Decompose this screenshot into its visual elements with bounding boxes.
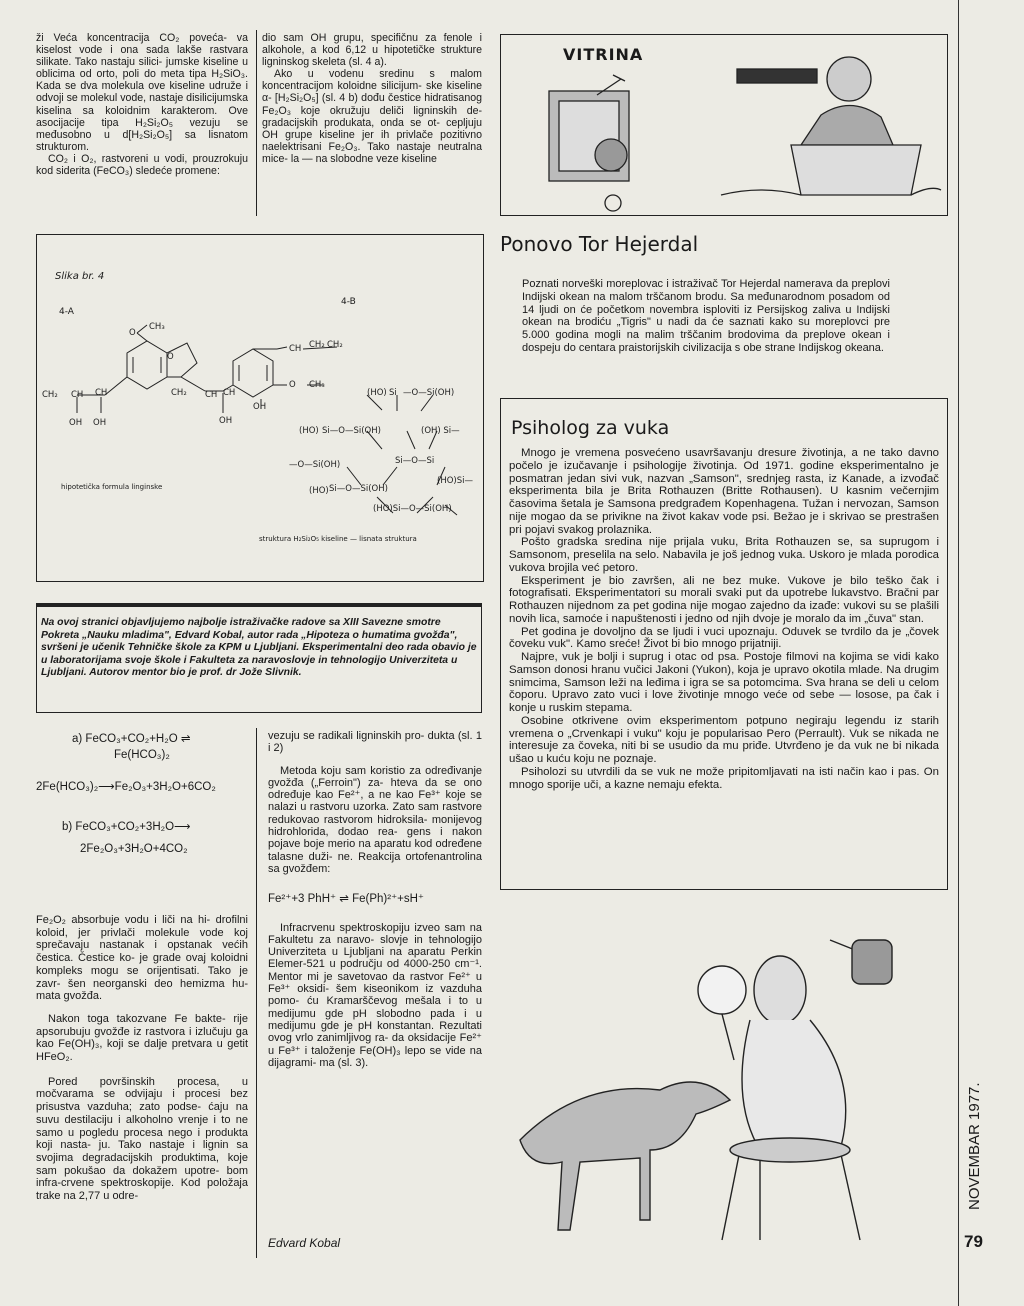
svg-text:(HO): (HO): [367, 388, 387, 398]
svg-text:OH: OH: [93, 418, 107, 428]
article-paragraph: Osobine otkrivene ovim eksperimentom potpuno negiraju legendu iz starih vremena o „Crvenkapi i vuku" koju je popularisao Pero (Perrault). Vuk se nikada ne interesuje za čoveka, niti bi se usudio da mu priđe. Utvrđeno je da vuk ne bi nikada ušao u kuću koju ne poznaje.: [509, 714, 939, 765]
svg-text:CH: CH: [205, 390, 218, 400]
vitrina-title: VITRINA: [563, 45, 644, 64]
article-paragraph: Nakon toga takozvane Fe bakte- rije apsorubuju gvožđe iz rastvora i izlučuju ga kao Fe(OH)₃, koji se dalje pretvara u getit HFeO₂.: [36, 1012, 248, 1064]
vitrina-illustration: [501, 35, 947, 215]
psiholog-title: Psiholog za vuka: [511, 417, 670, 439]
svg-text:(HO): (HO): [299, 426, 319, 436]
svg-text:CH: CH: [95, 388, 108, 398]
article-paragraph: Eksperiment je bio završen, ali ne bez muke. Vukove je bilo teško čak i fotografisati. Eksperimentatori su morali svaki put da upotrebe lukavstvo. Bračni par Rothauzen nijednom za pet godina nije mogao zajedno da izađe: vukovi su se plašili novih lica, samoće i napuštenosti i jedno od njih dvoje je moralo da im „čuva" stan.: [509, 574, 939, 625]
article-paragraph: Pored površinskih procesa, u močvarama se odvijaju i procesi bez prisustva vazduha; zato podse- ćaju na suvu destilaciju i alkoholno vrenje i to ne samo u pogledu procesa nego i produkta koji nasta- ju. Tako nastaje i lignin sa svojima degradacijskih produktima, koje sam pokušao da dokažem upotre- bom infra-crvene spektroskopije. Kod položaja trake na 2,77 u odre-: [36, 1075, 248, 1203]
equation-a3: 2Fe(HCO₃)₂⟶Fe₂O₃+3H₂O+6CO₂: [36, 781, 216, 793]
article-paragraph: vezuju se radikali ligninskih pro- dukta (sl. 1 i 2): [268, 730, 482, 755]
vitrina-box: [500, 34, 948, 216]
psiholog-text: [509, 447, 939, 791]
author-signature: Edvard Kobal: [268, 1236, 341, 1250]
article-paragraph: Mnogo je vremena posvećeno usavršavanju dresure životinja, a ne tako davno počelo je izučavanje i psihologije životinja. Od 1971. godine eksperimentalno je posmatran jedan sivi vuk, nazvan „Samson", srednjeg rasta, iz Kanade, a izvođač eksperimenta bila je Brita Rothauzen (Britte Rothausen). U kasnim večernjim časovima šetala je Samsona predgrađem Kopenhagena. Tužan i nervozan, Samson nije mogao da se privikne na život kakav vode psi. Bežao je i skrivao se prestrašen pri pojavi svakog prolaznika.: [509, 447, 939, 536]
article-paragraph: CO₂ i O₂, rastvoreni u vodi, prouzrokuju kod siderita (FeCO₃) sledeće promene:: [36, 152, 248, 178]
svg-text:—O—Si(OH): —O—Si(OH): [289, 460, 341, 470]
page-number: 79: [964, 1232, 983, 1251]
svg-text:CH₃: CH₃: [309, 380, 325, 390]
svg-text:Si—O—Si: Si—O—Si: [395, 456, 435, 466]
article-paragraph: Poznati norveški moreplovac i istraživač Tor Hejerdal namerava da preplovi Indijski okean na malom trščanom brodu. Sa međunarodnom posadom od 14 ljudi on će početkom novembra isploviti iz Persijskog zaliva u Indijski okean na brodiću „Tigris" u nadi da će saznati kako su moreplovci pre 5.000 godina mogli na malim trščanim brodovima da preplove okean i dospeju do centara praistorijskih civilizacija s obe strane Indijskog okeana.: [522, 278, 890, 354]
article-paragraph: Najpre, vuk je bolji i suprug i otac od psa. Postoje filmovi na kojima se vidi kako Samson donosi hranu vučici Jakoni (Yukon), koja je upravo okotila mlade. Na drugim snimcima, Samson leži na leđima i igra se sa potomcima. Sva hrana se deli u celom čoporu. Upravo zato vuci i love životinje mnogo veće od sebe — losose, pa čak i konje u ruskim stepama.: [509, 651, 939, 714]
svg-text:Si—O—Si(OH): Si—O—Si(OH): [329, 484, 388, 494]
chemical-structure-drawing: [37, 235, 483, 581]
svg-text:Si—O—Si(OH): Si—O—Si(OH): [322, 426, 381, 436]
article-paragraph: ži Veća koncentracija CO₂ poveća- va kiselost vode i ona sada lakše rastvara silikate. Tako nastaju silici- jumske kiseline u oblicima od orto, poli do meta tipa H₂SiO₃. Kada se dva molekula ove kiseline udruže i odvoji se molekul vode, nastaje disilicijumska kiselina sa koloidnim karakterom. Ove asocijacije tipa H₂Si₂O₅ vezuju se međusobno u d[H₂Si₂O₅] sa lisnatom strukturom.: [36, 32, 248, 153]
heyerdahl-title: Ponovo Tor Hejerdal: [500, 232, 699, 256]
article-paragraph: Metoda koju sam koristio za određivanje gvožđa („Ferroin") za- hteva da se ono određuje kao Fe²⁺, a ne kao Fe³⁺ koje se nalazi u rastvoru uzorka. Zato sam rastvore redukovao rastvorom hidroksila- monijevog hidrohlorida, dodao rea- gens i nakon pojave boje merio na aparatu kod određene talasne duži- ne. Reakcija ortofenantrolina sa gvožđem:: [268, 764, 482, 875]
article-paragraph: Fe₂O₂ absorbuje vodu i liči na hi- drofilni koloid, jer privlači molekule vode koj sprečavaju nastanak i opstanak većih čestica. Čestice ko- je grade ovaj koloidni kompleks mogu se orijentisati. Tako je zavr- šen neorganski deo hemizma hu- mata gvožđa.: [36, 914, 248, 1003]
svg-text:(OH) Si—: (OH) Si—: [421, 426, 460, 436]
svg-text:—O—Si(OH): —O—Si(OH): [403, 388, 455, 398]
svg-text:OH: OH: [253, 402, 267, 412]
article-paragraph: Ako u vodenu sredinu s malom koncentracijom koloidne silicijum- ske kiseline α- [H₂Si₂O₅] (sl. 4 b) dođu čestice hidratisanog Fe₂O₃ koje okružuju deliči ligninskih de- gradacijskih produkata, onda se ot- cepljuju OH grupe kiseline jer ih privlače pozitivno naelektrisani Fe₂O₃. Tako nastaje neutralna mice- la — na slobodne veze kiseline: [262, 68, 482, 165]
page-edge-rule: [958, 0, 959, 1306]
svg-text:CH₂: CH₂: [42, 390, 58, 400]
svg-text:O: O: [129, 328, 136, 338]
article-column-1-bottom: [36, 914, 248, 1203]
svg-text:CH: CH: [71, 390, 84, 400]
reaction-equation: Fe²⁺+3 PhH⁺ ⇌ Fe(Ph)²⁺+sH⁺: [268, 893, 424, 906]
article-paragraph: Pet godina je dovoljno da se ljudi i vuci upoznaju. Oduvek se tvrdilo da je „čovek čoveku vuk". Kamo sreće! Život bi bio mnogo prijatniji.: [509, 625, 939, 651]
article-paragraph: dio sam OH grupu, specifičnu za fenole i alkohole, a kod 6,12 u hipotetičke strukture ligninskog skeleta (sl. 4 a).: [262, 32, 482, 69]
article-paragraph: Pošto gradska sredina nije prijala vuku, Brita Rothauzen se, sa suprugom i Samsonom, preselila na selo. Nabavila je još jednog vuka. Uskoro je mlada porodica vukova brojila već petoro.: [509, 536, 939, 574]
issue-date: NOVEMBAR 1977.: [966, 1082, 983, 1210]
equation-b1: b) FeCO₃+CO₂+3H₂O⟶: [62, 821, 191, 833]
column-divider: [256, 30, 257, 216]
svg-text:O: O: [289, 380, 296, 390]
figure-label-a: 4-A: [59, 307, 74, 317]
article-paragraph: Infracrvenu spektroskopiju izveo sam na Fakultetu za naravo- slovje in tehnologijo Univerziteta u Ljubljani na aparatu Perkin Elemer-521 u području od 4000-250 cm⁻¹. Mentor mi je savetovao da rastvor Fe²⁺ u Fe³⁺ oksidi- šem kiseonikom iz vazduha pomo- ću Kramarščevog mešala i to u medijumu gde pH slobodno pada i u medijumu gde je pH konstantan. Rezultati ovog vrlo zanimljivog ra- da oksidacije Fe²⁺ u Fe³⁺ i taloženje Fe(OH)₃ lepo se vide na dijagrami- ma (sl. 3).: [268, 921, 482, 1069]
article-column-1-top: [36, 32, 248, 177]
article-paragraph: Psiholozi su utvrdili da se vuk ne može pripitomljavati na isti način kao i pas. On mnogo sporije uči, a kazne nemaju efekta.: [509, 765, 939, 791]
editorial-notice: Na ovoj stranici objavljujemo najbolje istraživačke radove sa XIII Savezne smotre Pokreta „Nauku mladima", Edvard Kobal, autor rada „Hipoteza o humatima gvožđa", svršeni je učenik Tehničke škole za KPM u Ljubljani. Eksperimentalni deo rada obavio je u laboratorijama svoje škole i Fakulteta za naravoslovje in tehnologijo Univerziteta u Ljubljani. Autorov mentor bio je prof. dr Jože Slivnik.: [36, 603, 482, 713]
article-column-2-top: [262, 32, 482, 165]
svg-text:CH₂: CH₂: [309, 340, 325, 350]
svg-text:CH: CH: [289, 344, 302, 354]
figure-caption-a: hipotetička formula linginske: [61, 483, 163, 491]
svg-text:(HO)Si—O—Si(OH): (HO)Si—O—Si(OH): [373, 504, 452, 514]
equation-a1: a) FeCO₃+CO₂+H₂O ⇌: [72, 733, 191, 745]
figure-label-b: 4-B: [341, 297, 356, 307]
heyerdahl-text: [500, 278, 890, 355]
svg-text:OH: OH: [69, 418, 83, 428]
svg-text:(HO)Si—: (HO)Si—: [437, 476, 473, 486]
svg-text:CH₂: CH₂: [327, 340, 343, 350]
svg-text:(HO): (HO): [309, 486, 329, 496]
equation-b2: 2Fe₂O₃+3H₂O+4CO₂: [80, 843, 188, 855]
figure-caption: Slika br. 4: [55, 271, 105, 282]
psiholog-box: [500, 398, 948, 890]
svg-text:O: O: [167, 352, 174, 362]
svg-text:CH: CH: [223, 388, 236, 398]
article-column-2-bottom: [268, 730, 482, 1069]
column-divider: [256, 728, 257, 1258]
figure-caption-b: struktura H₂Si₂O₅ kiseline — lisnata struktura: [259, 535, 417, 543]
svg-text:CH₃: CH₃: [149, 322, 165, 332]
figure-box: [36, 234, 484, 582]
wolf-psychologist-illustration: [500, 900, 946, 1300]
equation-a2: Fe(HCO₃)₂: [114, 749, 170, 761]
svg-text:CH₂: CH₂: [171, 388, 187, 398]
svg-text:Si: Si: [389, 388, 397, 398]
svg-text:OH: OH: [219, 416, 233, 426]
